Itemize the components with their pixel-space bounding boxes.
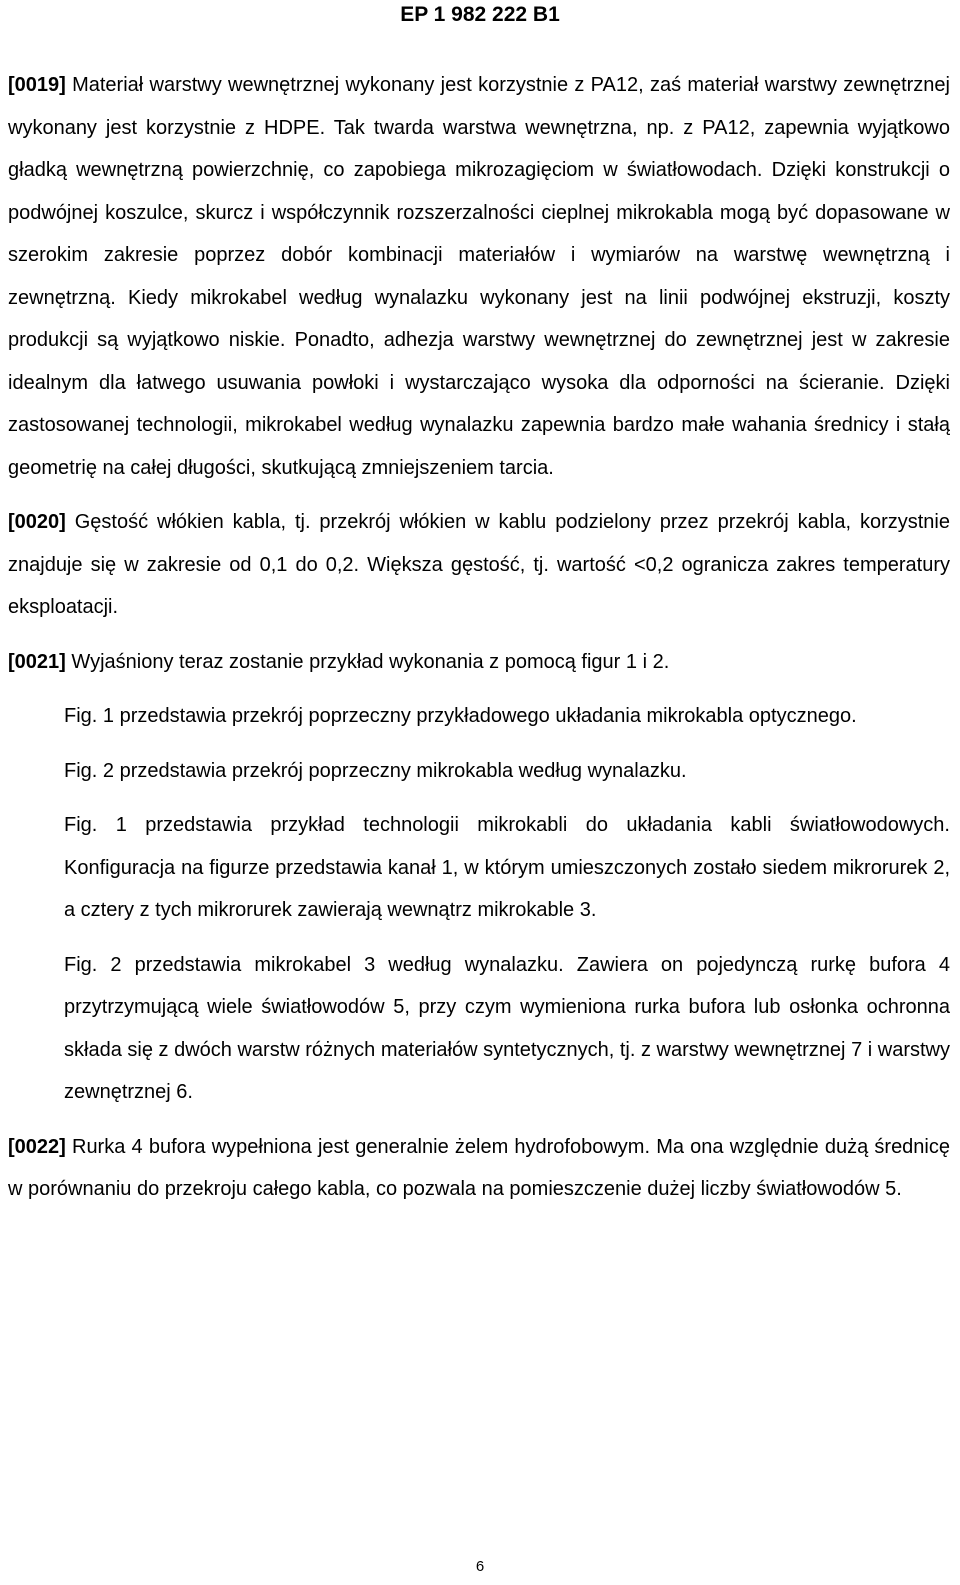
paragraph-text: Rurka 4 bufora wypełniona jest generalnie żelem hydrofobowym. Ma ona względnie dużą średnicę w porównaniu do przekroju całego kabla, co pozwala na pomieszczenie dużej liczby światłowodów 5. (8, 1135, 950, 1200)
document-body (8, 64, 950, 1223)
figure-2-description: Fig. 2 przedstawia mikrokabel 3 według wynalazku. Zawiera on pojedynczą rurkę bufora 4 przytrzymującą wiele światłowodów 5, przy czym wymieniona rurka bufora lub osłonka ochronna składa się z dwóch warstw różnych materiałów syntetycznych, tj. z warstwy wewnętrznej 7 i warstwy zewnętrznej 6. (64, 953, 950, 1103)
paragraph-text: Materiał warstwy wewnętrznej wykonany jest korzystnie z PA12, zaś materiał warstwy zewnętrznej wykonany jest korzystnie z HDPE. Tak twarda warstwa wewnętrzna, np. z PA12, zapewnia wyjątkowo gładką wewnętrzną powierzchnię, co zapobiega mikrozagięciom w światłowodach. Dzięki konstrukcji o podwójnej koszulce, skurcz i współczynnik rozszerzalności cieplnej mikrokabla mogą być dopasowane w szerokim zakresie poprzez dobór kombinacji materiałów i wymiarów na warstwę wewnętrzną i zewnętrzną. Kiedy mikrokabel według wynalazku wykonany jest na linii podwójnej ekstruzji, koszty produkcji są wyjątkowo niskie. Ponadto, adhezja warstwy wewnętrznej do zewnętrznej jest w zakresie idealnym dla łatwego usuwania powłoki i wystarczająco wysoka dla odporności na ścieranie. Dzięki zastosowanej technologii, mikrokabel według wynalazku zapewnia bardzo małe wahania średnicy i stałą geometrię na całej długości, skutkującą zmniejszeniem tarcia. (8, 74, 950, 479)
figure-1-description: Fig. 1 przedstawia przykład technologii mikrokabli do układania kabli światłowodowych. Konfiguracja na figurze przedstawia kanał 1, w którym umieszczonych zostało siedem mikrorurek 2, a cztery z tych mikrorurek zawierają wewnątrz mikrokable 3. (64, 814, 950, 921)
paragraph-text: Gęstość włókien kabla, tj. przekrój włókien w kablu podzielony przez przekrój kabla, korzystnie znajduje się w zakresie od 0,1 do 0,2. Większa gęstość, tj. wartość <0,2 ogranicza zakres temperatury eksploatacji. (8, 511, 950, 618)
figure-2-caption: Fig. 2 przedstawia przekrój poprzeczny mikrokabla według wynalazku. (64, 759, 687, 782)
figure-1-caption: Fig. 1 przedstawia przekrój poprzeczny przykładowego układania mikrokabla optycznego. (64, 705, 857, 727)
paragraph-text: Wyjaśniony teraz zostanie przykład wykonania z pomocą figur 1 i 2. (65, 650, 670, 673)
paragraph-number: [0021] (8, 650, 66, 673)
page-number: 6 (475, 1558, 485, 1575)
paragraph-0020 (8, 501, 950, 629)
paragraph-number: [0019] (8, 74, 66, 96)
paragraph-number: [0020] (8, 511, 66, 533)
paragraph-0022 (8, 1126, 950, 1211)
paragraph-number: [0022] (8, 1135, 66, 1158)
paragraph-0021 (8, 641, 950, 684)
patent-header: EP 1 982 222 B1 (400, 3, 560, 26)
paragraph-0019 (8, 64, 950, 489)
